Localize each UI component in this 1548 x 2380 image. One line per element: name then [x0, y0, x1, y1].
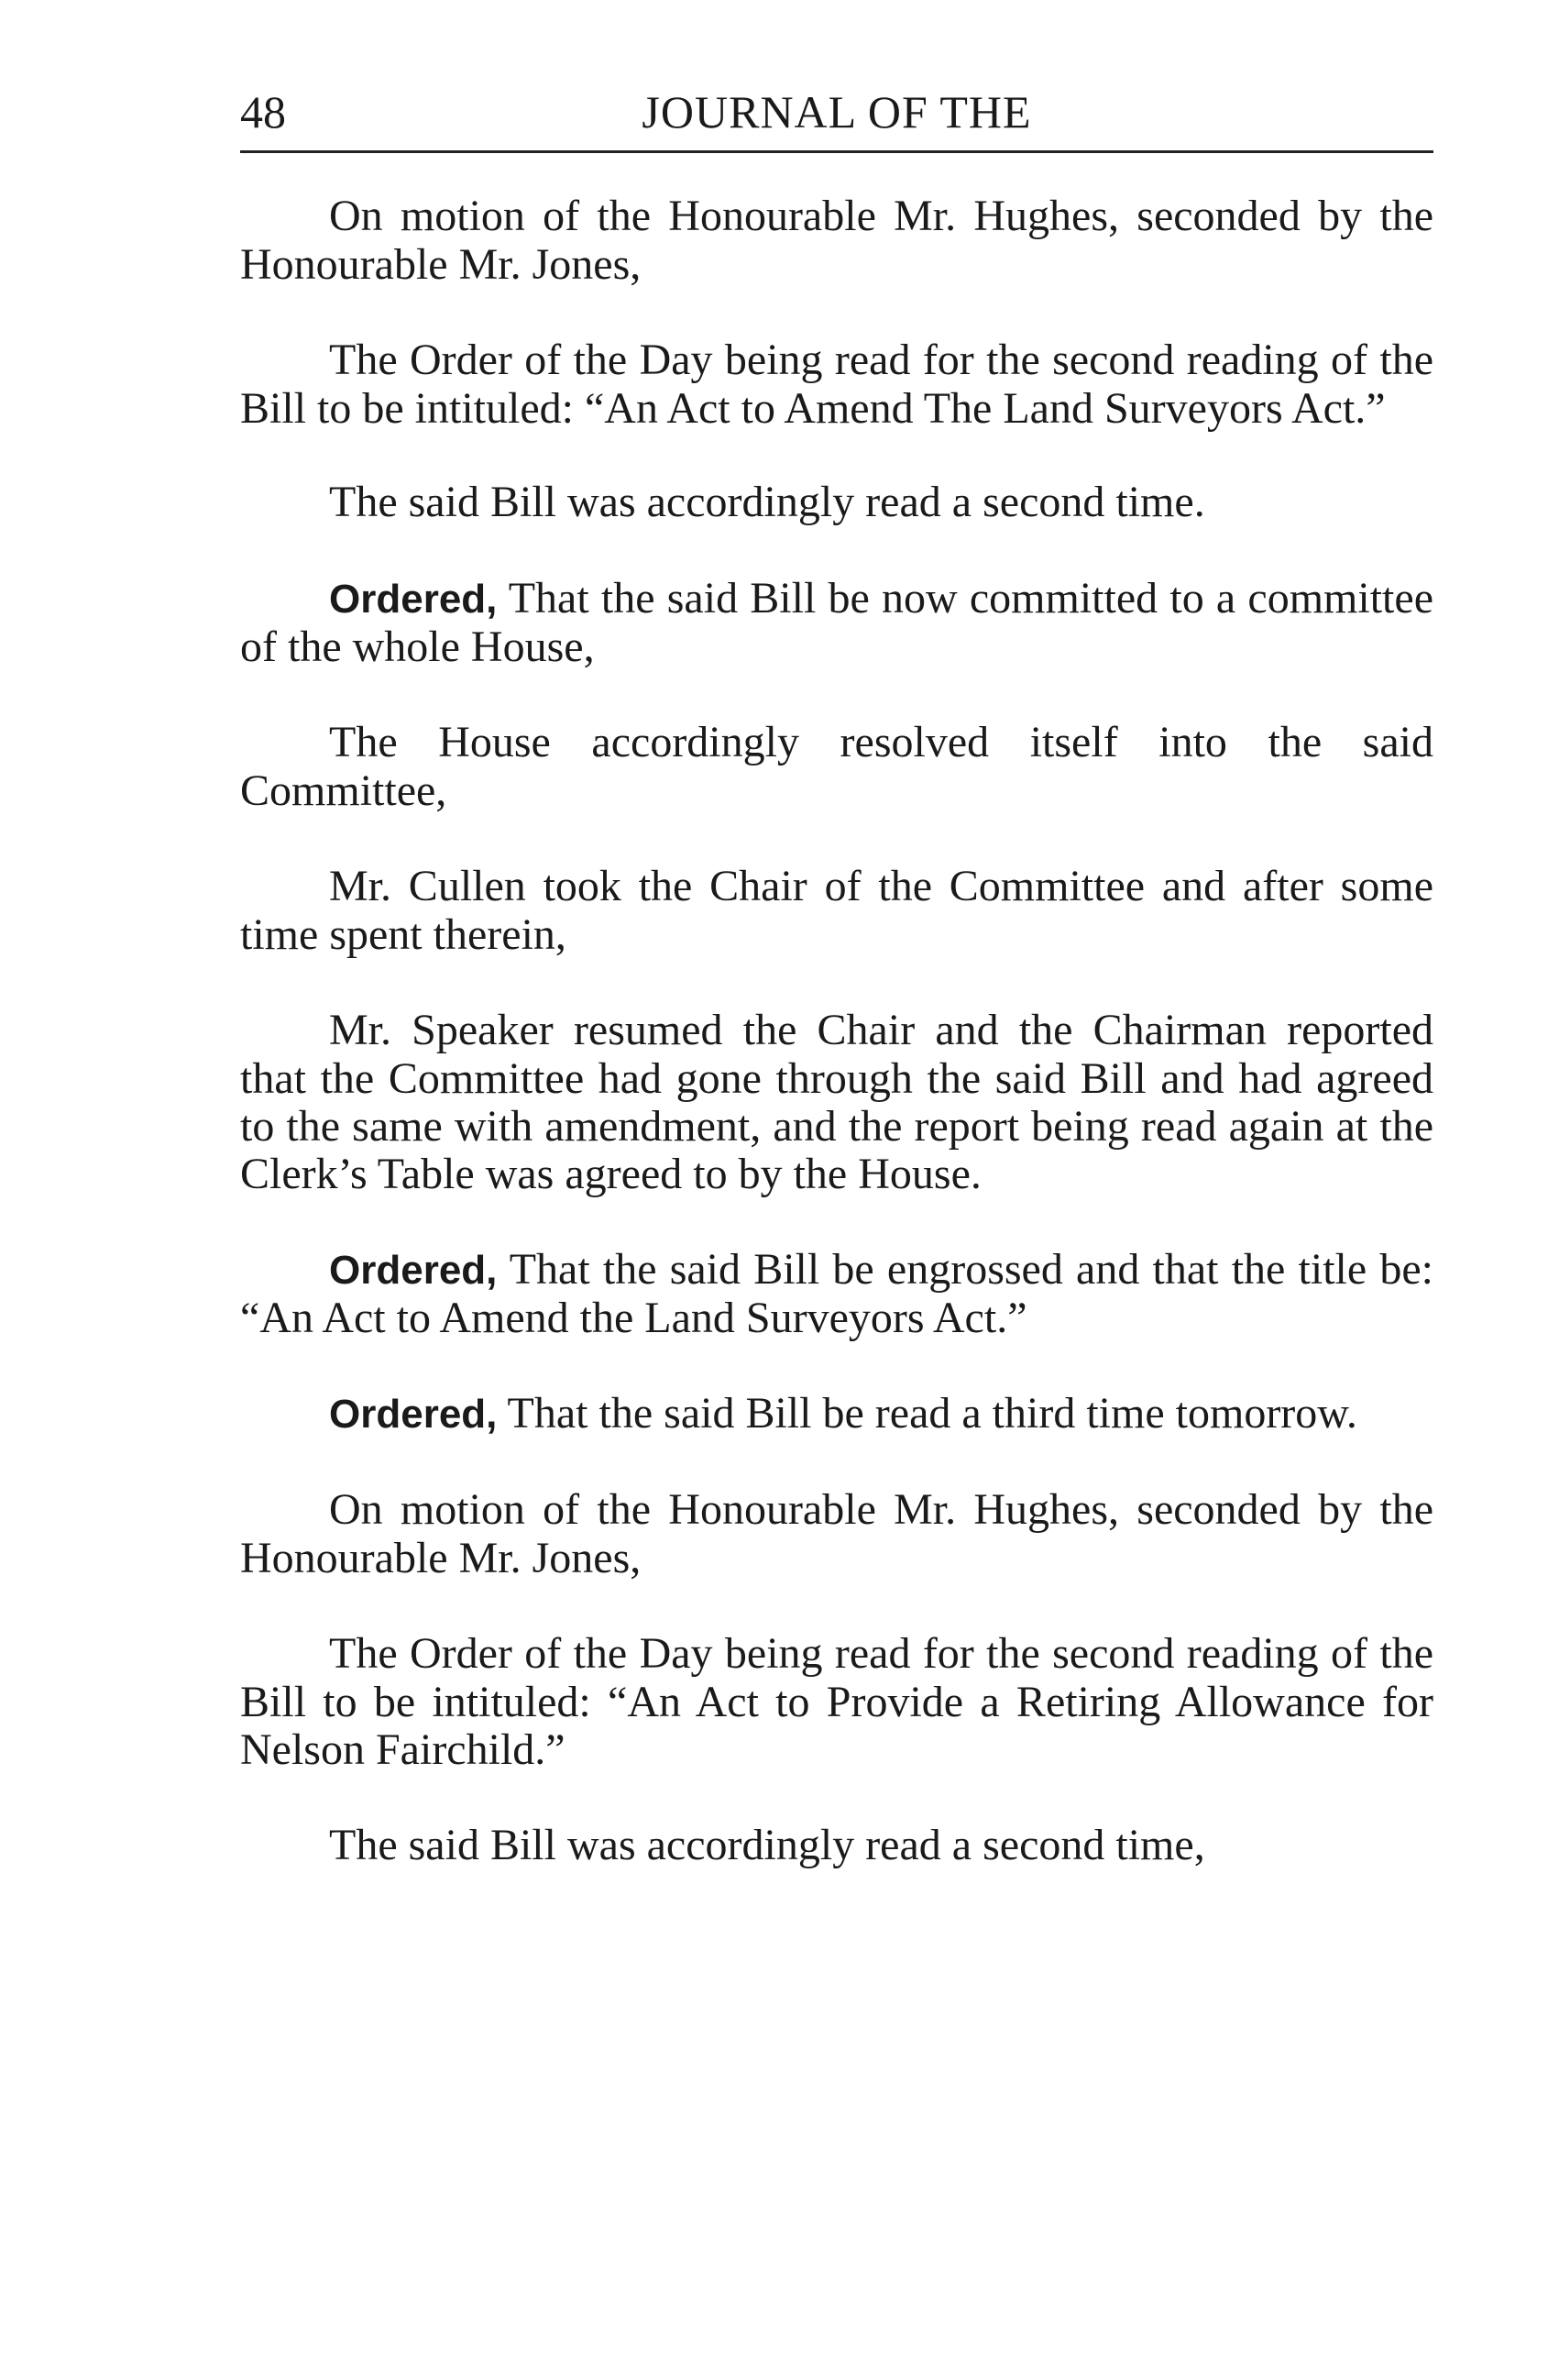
paragraph-ordered-engrossed	[240, 1246, 1433, 1342]
journal-body	[240, 193, 1433, 1918]
paragraph-house-resolved	[240, 719, 1433, 815]
ordered-label: Ordered,	[329, 1392, 498, 1437]
paragraph-speaker-resumed	[240, 1007, 1433, 1198]
paragraph-text: Mr. Speaker resumed the Chair and the Chairman reported that the Committee had gone through the said Bill and had agreed to the same with amendment, and the report being read again at the Clerk’s Table was agreed to by the House.	[240, 1006, 1433, 1198]
paragraph-text: Mr. Cullen took the Chair of the Committee and after some time spent therein,	[240, 862, 1433, 959]
paragraph-text: The said Bill was accordingly read a second time,	[329, 1821, 1205, 1869]
ordered-label: Ordered,	[329, 1248, 498, 1293]
paragraph-text: On motion of the Honourable Mr. Hughes, seconded by the Honourable Mr. Jones,	[240, 1485, 1433, 1582]
paragraph-chair-taken	[240, 863, 1433, 959]
paragraph-ordered-third-reading	[240, 1390, 1433, 1438]
paragraph-order-of-day-2	[240, 1630, 1433, 1774]
paragraph-text: The Order of the Day being read for the second reading of the Bill to be intituled: “An Act to Amend The Land Surveyors Act.”	[240, 336, 1433, 433]
paragraph-order-of-day-1	[240, 336, 1433, 433]
paragraph-second-reading-1	[240, 479, 1433, 527]
paragraph-ordered-committed	[240, 575, 1433, 671]
running-head: JOURNAL OF THE	[642, 86, 1032, 138]
paragraph-motion-1	[240, 193, 1433, 289]
page-number: 48	[240, 86, 286, 138]
paragraph-second-reading-2	[240, 1822, 1433, 1870]
paragraph-text: That the said Bill be engrossed and that the title be: “An Act to Amend the Land Surveyors Act.”	[240, 1245, 1433, 1342]
paragraph-text: That the said Bill be now committed to a committee of the whole House,	[240, 574, 1433, 671]
paragraph-motion-2	[240, 1486, 1433, 1582]
paragraph-text: The Order of the Day being read for the second reading of the Bill to be intituled: “An Act to Provide a Retiring Allowance for Nelson Fairchild.”	[240, 1629, 1433, 1774]
paragraph-text: On motion of the Honourable Mr. Hughes, seconded by the Honourable Mr. Jones,	[240, 192, 1433, 289]
paragraph-text: The said Bill was accordingly read a second time.	[329, 478, 1205, 526]
paragraph-text: That the said Bill be read a third time tomorrow.	[507, 1389, 1357, 1438]
page-header	[240, 84, 1433, 153]
paragraph-text: The House accordingly resolved itself into the said Committee,	[240, 718, 1433, 815]
ordered-label: Ordered,	[329, 577, 498, 622]
